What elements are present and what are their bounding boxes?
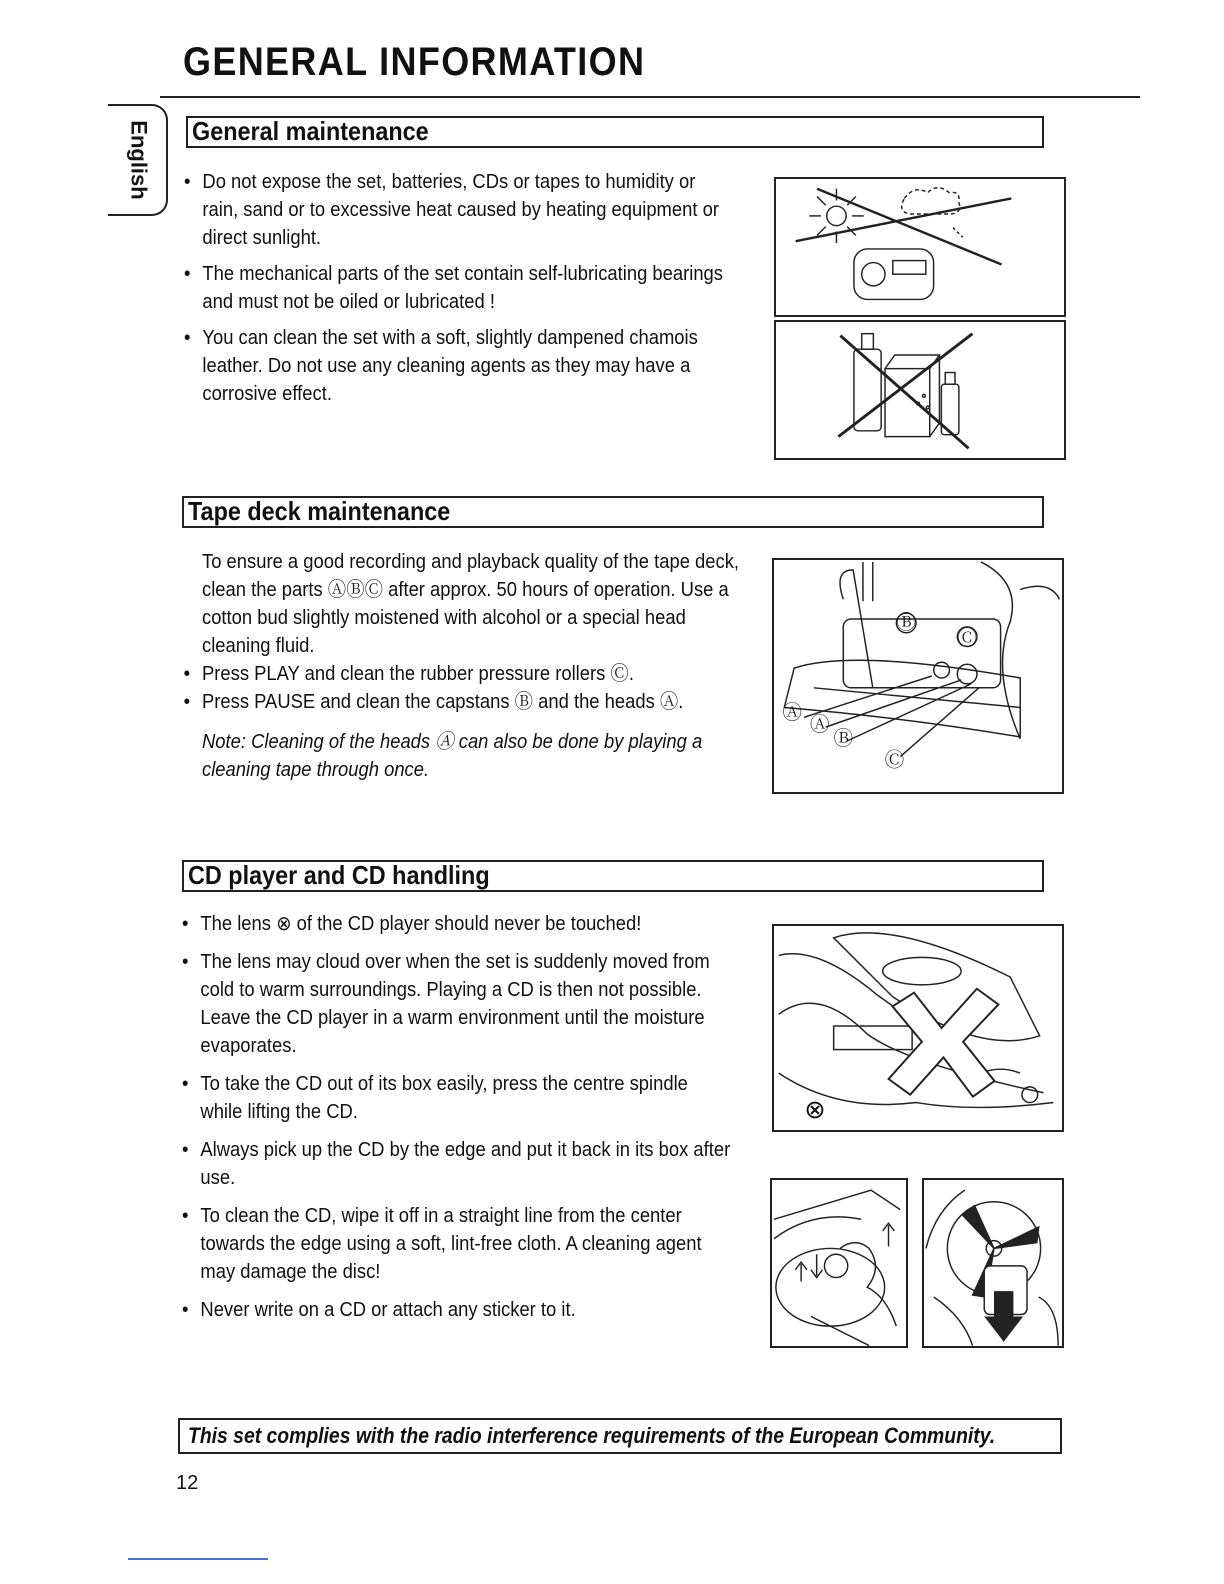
cd-lens-drawing — [774, 926, 1062, 1130]
list-item: • To clean the CD, wipe it off in a straight line from the center towards the edge using a soft, lint-free cloth. A cleaning agent may damage the disc! — [182, 1202, 734, 1286]
language-tab-label: English — [127, 120, 153, 200]
tape-label-c-top: Ⓒ — [957, 626, 977, 650]
tape-label-b: Ⓑ — [833, 726, 854, 750]
list-item: • Never write on a CD or attach any sticker to it. — [182, 1296, 734, 1324]
tape-deck-maintenance-text — [202, 548, 754, 784]
list-item: • Press PLAY and clean the rubber pressure rollers Ⓒ. — [184, 660, 754, 688]
tape-intro: To ensure a good recording and playback quality of the tape deck, clean the parts ⒶⒷⒸ after approx. 50 hours of operation. Use a cotton bud slightly moistened with alcohol or a special head cleaning fluid. — [202, 551, 740, 657]
compliance-text: This set complies with the radio interference requirements of the European Community. — [188, 1423, 996, 1448]
tape-deck-maintenance-heading: Tape deck maintenance — [188, 496, 451, 526]
cd-lens-illustration — [772, 924, 1064, 1132]
general-maintenance-list — [184, 168, 736, 408]
list-item: • The mechanical parts of the set contain self-lubricating bearings and must not be oiled or lubricated ! — [184, 260, 736, 316]
no-heat-drawing — [776, 179, 1064, 315]
list-item: • The lens ⊗ of the CD player should never be touched! — [182, 910, 734, 938]
no-heat-illustration — [774, 177, 1066, 317]
list-item: • You can clean the set with a soft, slightly dampened chamois leather. Do not use any cleaning agents as they may have a corrosive effect. — [184, 324, 736, 408]
cd-handling-header — [182, 860, 1044, 892]
tape-label-c: Ⓒ — [884, 748, 905, 772]
title-rule — [160, 96, 1140, 98]
tape-label-a2: Ⓐ — [809, 713, 830, 737]
cd-handling-list — [182, 910, 734, 1324]
tape-deck-illustration — [772, 558, 1064, 794]
cd-handling-text — [182, 910, 734, 1324]
cd-cleaning-illustration — [922, 1178, 1064, 1348]
language-tab-label-wrap — [110, 104, 168, 216]
list-item: • Press PAUSE and clean the capstans Ⓑ and the heads Ⓐ. — [184, 688, 754, 716]
page-title: GENERAL INFORMATION — [183, 40, 646, 84]
no-cleaning-agents-drawing — [776, 322, 1064, 458]
scan-edge-line — [128, 1558, 268, 1560]
no-cleaning-agents-illustration — [774, 320, 1066, 460]
tape-label-b-top: Ⓑ — [896, 610, 917, 634]
list-item: • To take the CD out of its box easily, press the centre spindle while lifting the CD. — [182, 1070, 734, 1126]
list-item: • The lens may cloud over when the set is suddenly moved from cold to warm surroundings. Playing a CD is then not possible. Leave the CD player in a warm environment until the moisture evaporates. — [182, 948, 734, 1060]
tape-label-a1: Ⓐ — [782, 701, 802, 725]
list-item: • Always pick up the CD by the edge and put it back in its box after use. — [182, 1136, 734, 1192]
tape-deck-drawing — [774, 560, 1062, 792]
general-maintenance-text — [184, 168, 736, 408]
cd-remove-drawing — [772, 1180, 906, 1346]
tape-note: Note: Cleaning of the heads Ⓐ can also be done by playing a cleaning tape through once. — [202, 731, 703, 781]
lens-label: ⊗ — [804, 1095, 826, 1126]
cd-handling-heading: CD player and CD handling — [188, 860, 490, 890]
cd-remove-illustration — [770, 1178, 908, 1348]
tape-deck-maintenance-header — [182, 496, 1044, 528]
list-item: • Do not expose the set, batteries, CDs or tapes to humidity or rain, sand or to excessive heat caused by heating equipment or direct sunlight. — [184, 168, 736, 252]
general-maintenance-heading: General maintenance — [192, 116, 429, 146]
compliance-notice — [178, 1418, 1062, 1454]
general-maintenance-header — [186, 116, 1044, 148]
tape-steps-list — [184, 660, 754, 716]
cd-cleaning-drawing — [924, 1180, 1062, 1346]
page-number: 12 — [176, 1472, 199, 1494]
